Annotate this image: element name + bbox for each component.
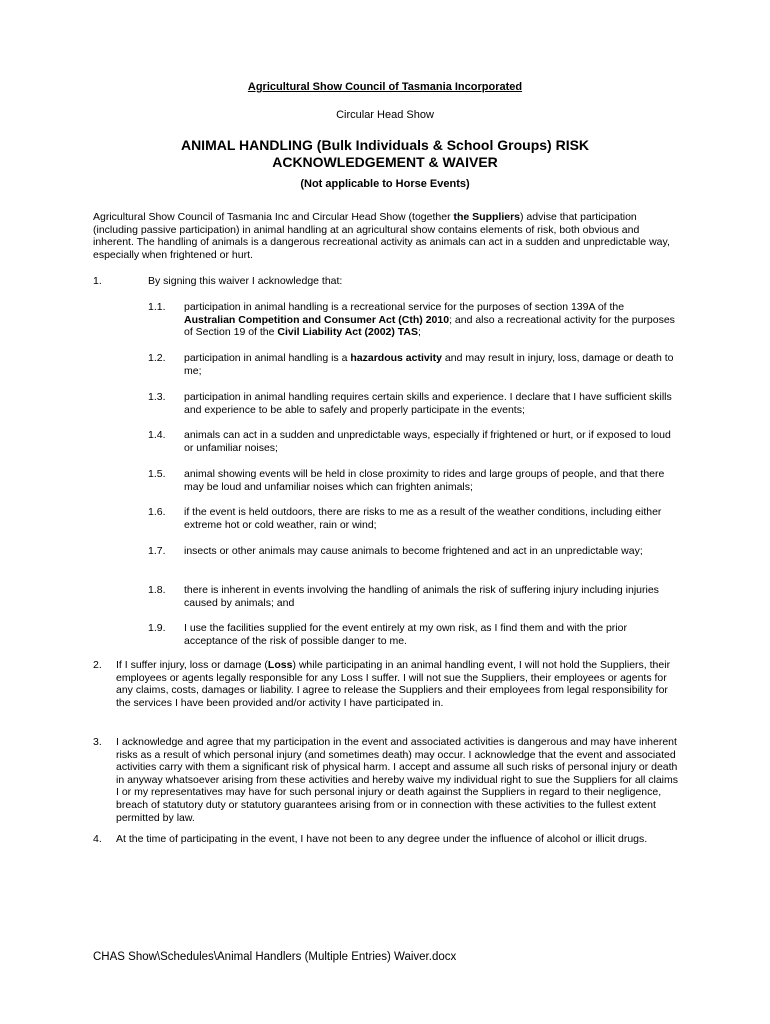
intro-text-after: ) advise that participation (including passive participation) in animal handling at an agricultural show contains elements of risk, both obvious and inherent. The handling of animals is a dangerous recreational activity as animals can act in a sudden and unpredictable way, especially when frightened or hurt. xyxy=(93,211,670,261)
text-run: ; xyxy=(418,326,421,339)
subclause-text xyxy=(184,545,678,558)
clause-text xyxy=(116,833,678,846)
bold-text: Civil Liability Act (2002) TAS xyxy=(277,326,419,339)
organisation-heading: Agricultural Show Council of Tasmania Incorporated xyxy=(247,81,523,93)
subclause-number: 1.5. xyxy=(148,468,166,480)
subclause-number: 1.2. xyxy=(148,352,166,364)
text-run: ) while participating in an animal handling event, I will not hold the Suppliers, their employees or agents legally responsible for any Loss I suffer. I will not sue the Suppliers, their employees or agents for any claims, costs, damages or liability. I agree to release the Suppliers and their employees from legal responsibility for the services I have been provided and/or activity I have participated in. xyxy=(116,659,671,709)
subclause-number: 1.9. xyxy=(148,622,166,634)
bold-text: Australian Competition and Consumer Act (Cth) 2010 xyxy=(184,313,450,326)
title-line-1: ANIMAL HANDLING (Bulk Individuals & School Groups) RISK xyxy=(180,137,590,153)
text-run: participation in animal handling is a recreational service for the purposes of section 139A of the xyxy=(184,301,625,313)
subclause-text xyxy=(184,506,678,531)
clause-number: 2. xyxy=(93,659,102,671)
subclause-text xyxy=(184,429,678,454)
show-name: Circular Head Show xyxy=(336,109,434,121)
clause-text xyxy=(116,736,678,824)
intro-bold-suppliers: the Suppliers xyxy=(453,211,521,223)
text-run: I acknowledge and agree that my participation in the event and associated activities is dangerous and may have inherent risks as a result of which personal injury (and sometimes death) may occur. I acknowledge that the event and associated activities carry with them a significant risk of physical harm. I accept and assume all such risks of personal injury or death in anyway whatsoever arising from these activities and hereby waive my individual right to sue the Suppliers for all claims I or my representatives may have for such personal injury or death against the Suppliers in regard to their negligence, breach of statutory duty or statutory guarantees arising from or in connection with these activities to the fullest extent permitted by law. xyxy=(116,736,679,824)
text-run: participation in animal handling is a xyxy=(184,352,351,364)
text-run: If I suffer injury, loss or damage ( xyxy=(116,659,268,671)
document-subtitle: (Not applicable to Horse Events) xyxy=(300,178,470,190)
clause-text: By signing this waiver I acknowledge that: xyxy=(148,275,343,287)
text-run: ; and also a recreational activity for the purposes of Section 19 of the xyxy=(184,313,675,339)
clause-number: 1. xyxy=(93,275,102,287)
bold-text: hazardous activity xyxy=(350,352,442,364)
text-run: and may result in injury, loss, damage or death to me; xyxy=(184,352,674,377)
subclause-number: 1.7. xyxy=(148,545,166,557)
intro-text-before: Agricultural Show Council of Tasmania Inc and Circular Head Show (together xyxy=(93,211,454,223)
text-run: At the time of participating in the event, I have not been to any degree under the influence of alcohol or illicit drugs. xyxy=(116,833,648,845)
clause-text xyxy=(116,659,678,709)
clause-number: 3. xyxy=(93,736,102,748)
bold-text: Loss xyxy=(267,659,293,671)
subclause-number: 1.4. xyxy=(148,429,166,441)
footer-file-path: CHAS Show\Schedules\Animal Handlers (Multiple Entries) Waiver.docx xyxy=(93,951,457,963)
subclause-text xyxy=(184,391,678,416)
subclause-number: 1.6. xyxy=(148,506,166,518)
text-run: there is inherent in events involving the handling of animals the risk of suffering injury including injuries caused by animals; and xyxy=(184,584,659,609)
text-run: insects or other animals may cause animals to become frightened and act in an unpredictable way; xyxy=(184,545,643,557)
text-run: animal showing events will be held in close proximity to rides and large groups of people, and that there may be loud and unfamiliar noises which can frighten animals; xyxy=(184,468,665,493)
subclause-text xyxy=(184,301,678,339)
text-run: participation in animal handling requires certain skills and experience. I declare that I have sufficient skills and experience to be able to safely and properly participate in the events; xyxy=(184,391,672,416)
subclause-number: 1.8. xyxy=(148,584,166,596)
text-run: if the event is held outdoors, there are risks to me as a result of the weather conditions, including either extreme hot or cold weather, rain or wind; xyxy=(184,506,662,531)
subclause-text xyxy=(184,468,678,493)
text-run: animals can act in a sudden and unpredictable ways, especially if frightened or hurt, or if exposed to loud or unfamiliar noises; xyxy=(184,429,671,454)
subclause-number: 1.3. xyxy=(148,391,166,403)
document-title xyxy=(0,137,770,171)
subclause-text xyxy=(184,622,678,647)
clause-number: 4. xyxy=(93,833,102,845)
text-run: I use the facilities supplied for the event entirely at my own risk, as I find them and with the prior acceptance of the risk of possible danger to me. xyxy=(184,622,627,647)
subclause-number: 1.1. xyxy=(148,301,166,313)
intro-paragraph xyxy=(93,211,678,261)
subclause-text xyxy=(184,352,678,377)
title-line-2: ACKNOWLEDGEMENT & WAIVER xyxy=(272,154,498,170)
subclause-text xyxy=(184,584,678,609)
